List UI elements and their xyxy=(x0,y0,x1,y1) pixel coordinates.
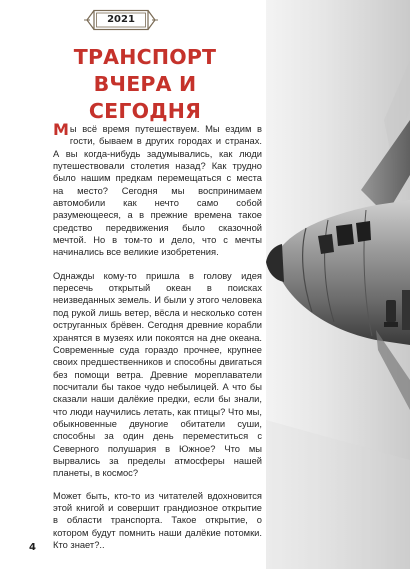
airplane-photo xyxy=(266,0,410,569)
title-line-2: ВЧЕРА И СЕГОДНЯ xyxy=(88,72,202,123)
paragraph-2: Однажды кому-то пришла в голову идея пересечь открытый океан в поисках неизведанных земель. И были у этого человека под рукой лишь ветер, вёсла и несколько сотен оструганных брёвен. Сегодня древние корабли хранятся в музеях или покоятся на дне океана. Современные суда гораздо прочнее, крупнее своих предшественников и способны двигаться без помощи ветра. Древние мореплаватели посчитали бы такое чудо небылицей. А что бы сказали наши далёкие предки, если бы знали, что люди научились летать, как птицы? Что мы, обыкновенные двуногие обитатели суши, способны за один день переместиться с Северного полушария в Южное? Что мы вырвались за пределы атмосферы нашей планеты, в космос? xyxy=(53,270,262,479)
page-number: 4 xyxy=(29,542,36,553)
title-line-1: ТРАНСПОРТ xyxy=(73,45,217,69)
airplane-icon xyxy=(266,0,410,569)
paragraph-1 xyxy=(53,120,262,259)
paragraph-1-text: ы всё время путешествуем. Мы ездим в гости, бываем в других городах и странах. А вы когда-нибудь задумывались, как люди путешествовали столетия назад? Как трудно было нашим предкам перемещаться с места на место? Сегодня мы воспринимаем автомобили как нечто само собой разумеющееся, а в прежние времена такое средство передвижения было сказочной мечтой. Но в том-то и дело, что с мечты начинались все великие изобретения. xyxy=(53,124,262,258)
drop-cap: М xyxy=(53,120,69,139)
article-body xyxy=(53,120,262,561)
paragraph-3: Может быть, кто-то из читателей вдохновится этой книгой и совершит грандиозное открытие в области транспорта. Такое открытие, о котором будут помнить наши далёкие потомки. Кто знает?.. xyxy=(53,490,262,550)
page-title xyxy=(50,44,240,125)
year-label: 2021 xyxy=(107,14,135,25)
year-badge xyxy=(83,9,159,31)
